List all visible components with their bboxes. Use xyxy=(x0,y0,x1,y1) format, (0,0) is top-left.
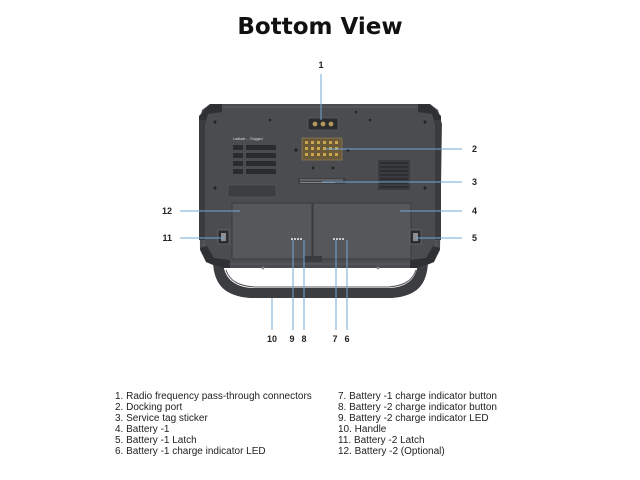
legend-left-column xyxy=(115,391,312,457)
battery-2 xyxy=(232,203,312,259)
legend-item: 11. Battery -2 Latch xyxy=(338,435,425,446)
callout-4: 4 xyxy=(472,206,478,216)
legend-item: 10. Handle xyxy=(338,424,387,435)
legend-right-column xyxy=(338,391,497,457)
callout-1: 1 xyxy=(318,60,324,70)
legend-item: 4. Battery -1 xyxy=(115,424,170,435)
callout-11: 11 xyxy=(162,233,172,243)
callout-12: 12 xyxy=(161,206,172,216)
device-label: Latitude ... Rugged xyxy=(233,137,263,141)
battery-1 xyxy=(313,203,411,259)
legend-item: 3. Service tag sticker xyxy=(115,413,208,424)
callout-9: 9 xyxy=(289,334,295,344)
legend-item: 12. Battery -2 (Optional) xyxy=(338,446,445,457)
legend-item: 2. Docking port xyxy=(115,402,183,413)
legend-item: 1. Radio frequency pass-through connectors xyxy=(115,391,312,402)
legend-item: 7. Battery -1 charge indicator button xyxy=(338,391,497,402)
page-title: Bottom View xyxy=(237,14,403,40)
legend-item: 6. Battery -1 charge indicator LED xyxy=(115,446,266,457)
callout-5: 5 xyxy=(472,233,478,243)
legend-item: 5. Battery -1 Latch xyxy=(115,435,197,446)
callout-2: 2 xyxy=(472,144,478,154)
legend-item: 9. Battery -2 charge indicator LED xyxy=(338,413,489,424)
callout-8: 8 xyxy=(301,334,307,344)
callout-10: 10 xyxy=(266,334,278,344)
callout-6: 6 xyxy=(344,334,350,344)
callout-3: 3 xyxy=(472,177,478,187)
vent-grille xyxy=(378,160,410,190)
callout-7: 7 xyxy=(332,334,338,344)
legend-item: 8. Battery -2 charge indicator button xyxy=(338,402,497,413)
service-tag-sticker xyxy=(298,178,346,184)
